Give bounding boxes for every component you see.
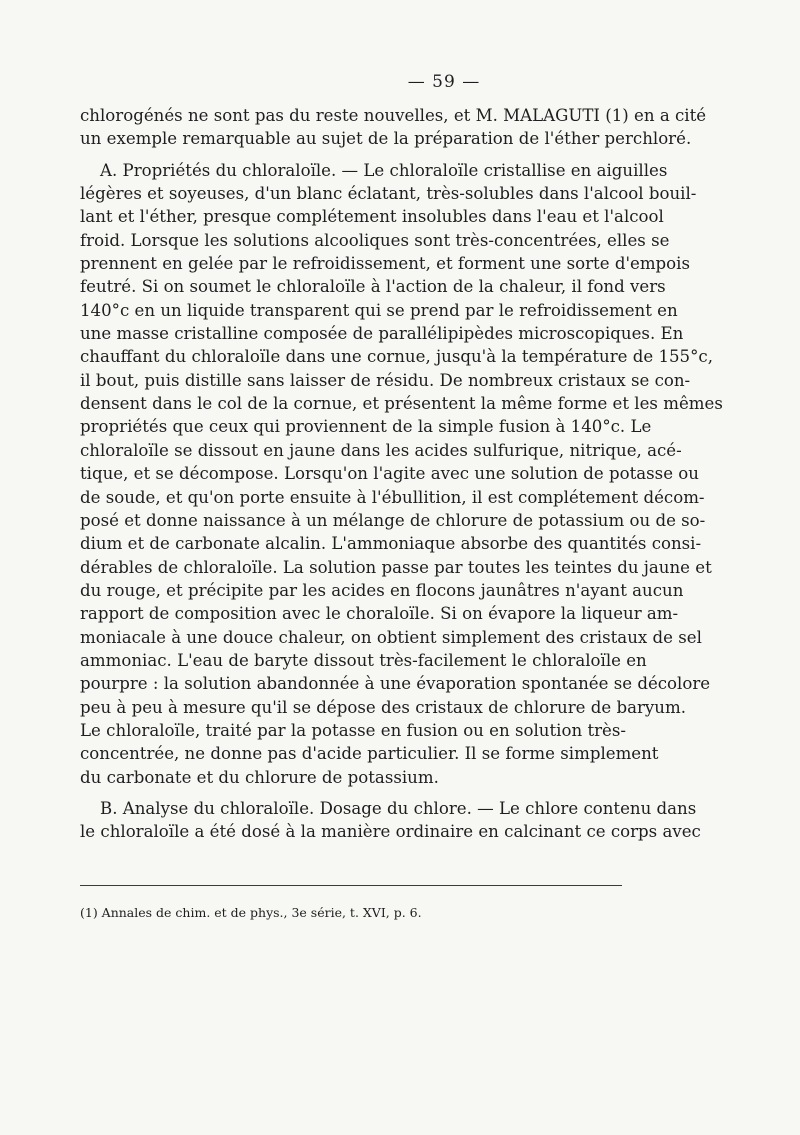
text-line: prennent en gelée par le refroidissement, et forment une sorte d'empois xyxy=(80,254,690,274)
text-line: chlorogénés ne sont pas du reste nouvelles, et M. MALAGUTI (1) en a cité xyxy=(80,106,707,125)
text-line: propriétés que ceux qui proviennent de la simple fusion à 140°c. Le xyxy=(80,417,652,437)
section-a-heading-line: A. Propriétés du chloraloïle. — Le chloraloïle cristallise en aiguilles xyxy=(100,160,668,180)
text-line: peu à peu à mesure qu'il se dépose des cristaux de chlorure de baryum. xyxy=(80,697,687,717)
text-line: pourpre : la solution abandonnée à une évaporation spontanée se décolore xyxy=(80,674,711,694)
section-b-heading-line: B. Analyse du chloraloïle. Dosage du chlore. — Le chlore contenu dans xyxy=(100,798,697,818)
text-line: Le chloraloïle, traité par la potasse en fusion ou en solution très- xyxy=(80,720,626,740)
text-line: du rouge, et précipite par les acides en flocons jaunâtres n'ayant aucun xyxy=(80,580,684,600)
text-line: le chloraloïle a été dosé à la manière ordinaire en calcinant ce corps avec xyxy=(80,822,701,842)
text-line: chauffant du chloraloïle dans une cornue, jusqu'à la température de 155°c, xyxy=(80,347,713,367)
footnote-rule xyxy=(80,885,622,886)
text-line: de soude, et qu'on porte ensuite à l'ébullition, il est complétement décom- xyxy=(80,487,705,507)
text-line: tique, et se décompose. Lorsqu'on l'agite avec une solution de potasse ou xyxy=(80,464,699,484)
text-line: moniacale à une douce chaleur, on obtient simplement des cristaux de sel xyxy=(80,627,702,647)
text-line: chloraloïle se dissout en jaune dans les acides sulfurique, nitrique, acé- xyxy=(80,440,682,460)
page-number: — 59 — xyxy=(407,72,481,92)
text-line: 140°c en un liquide transparent qui se prend par le refroidissement en xyxy=(80,300,678,320)
text-line: du carbonate et du chlorure de potassium. xyxy=(80,767,439,787)
text-line: feutré. Si on soumet le chloraloïle à l'action de la chaleur, il fond vers xyxy=(80,277,666,297)
text-line: lant et l'éther, presque complétement insolubles dans l'eau et l'alcool xyxy=(80,207,664,227)
text-line: dérables de chloraloïle. La solution passe par toutes les teintes du jaune et xyxy=(80,557,712,577)
text-line: légères et soyeuses, d'un blanc éclatant, très-solubles dans l'alcool bouil- xyxy=(80,184,697,204)
text-line: un exemple remarquable au sujet de la préparation de l'éther perchloré. xyxy=(80,129,692,149)
body-text xyxy=(80,104,723,844)
text-line: froid. Lorsque les solutions alcooliques sont très-concentrées, elles se xyxy=(80,230,670,250)
text-line: ammoniac. L'eau de baryte dissout très-facilement le chloraloïle en xyxy=(80,650,647,670)
text-line: densent dans le col de la cornue, et présentent la même forme et les mêmes xyxy=(80,394,723,414)
text-line: rapport de composition avec le choraloïle. Si on évapore la liqueur am- xyxy=(80,604,679,624)
text-line: il bout, puis distille sans laisser de résidu. De nombreux cristaux se con- xyxy=(80,370,691,390)
text-line: concentrée, ne donne pas d'acide particulier. Il se forme simplement xyxy=(80,744,659,764)
text-line: posé et donne naissance à un mélange de chlorure de potassium ou de so- xyxy=(80,510,706,530)
text-line: une masse cristalline composée de parallélipipèdes microscopiques. En xyxy=(80,324,684,344)
footnote: (1) Annales de chim. et de phys., 3e série, t. XVI, p. 6. xyxy=(80,905,422,920)
text-line: dium et de carbonate alcalin. L'ammoniaque absorbe des quantités consi- xyxy=(80,534,702,554)
